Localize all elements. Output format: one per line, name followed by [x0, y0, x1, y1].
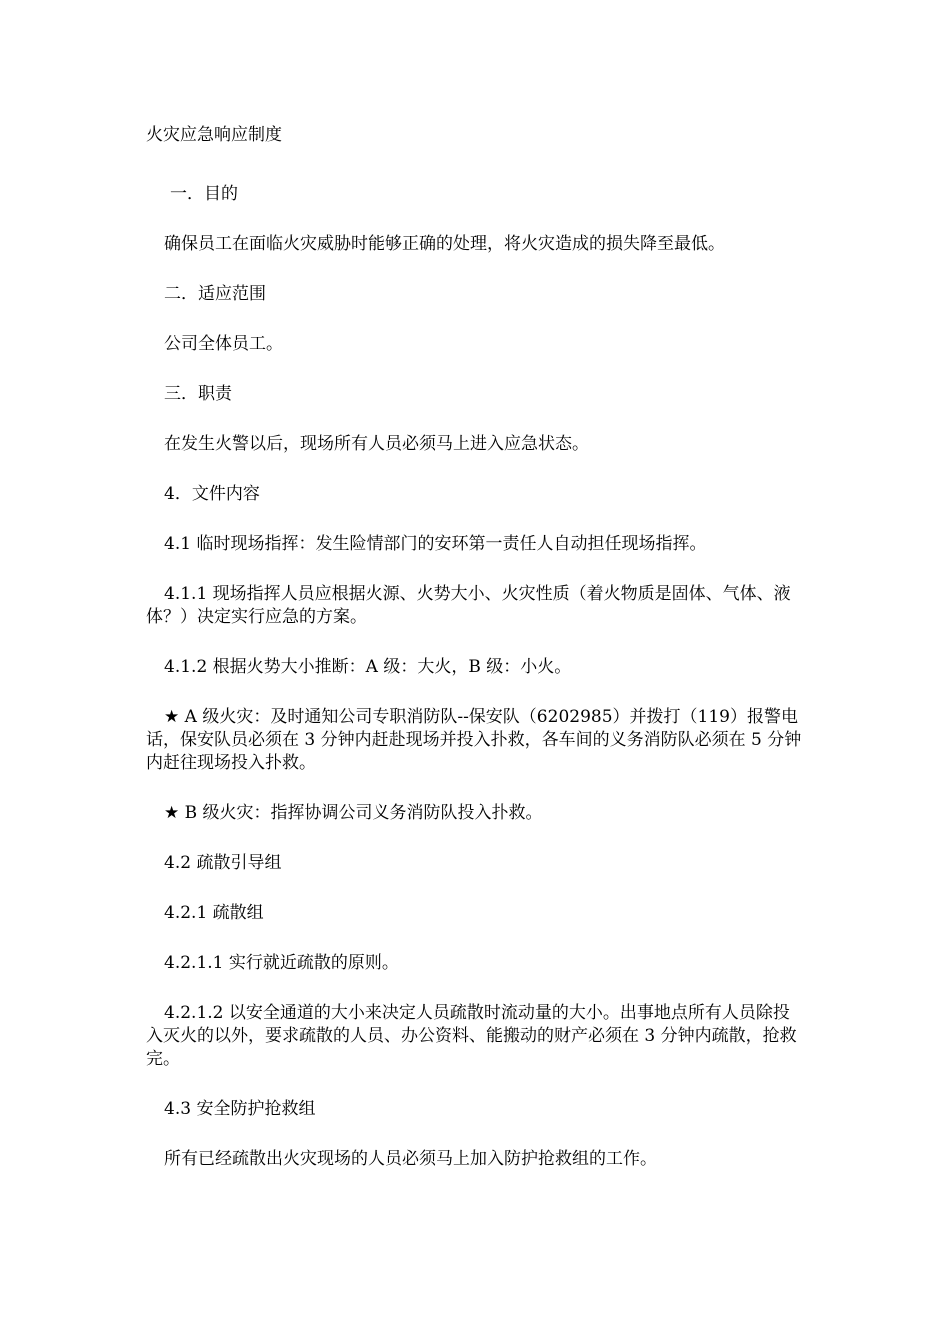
paragraph-4-2: 4.2 疏散引导组: [164, 853, 282, 873]
paragraph-scope: 公司全体员工。: [164, 334, 283, 354]
section-heading-content: 4．文件内容: [164, 484, 260, 504]
paragraph-4-2-1-1: 4.2.1.1 实行就近疏散的原则。: [164, 953, 399, 973]
document-page: [146, 121, 806, 1198]
paragraph-duties: 在发生火警以后，现场所有人员必须马上进入应急状态。: [164, 434, 589, 454]
section-heading-purpose: 一．目的: [170, 184, 238, 204]
paragraph-class-b-fire: ★ B 级火灾：指挥协调公司义务消防队投入扑救。: [164, 803, 543, 823]
paragraph-4-1-2: 4.1.2 根据火势大小推断：A 级：大火，B 级：小火。: [164, 657, 572, 677]
paragraph-purpose: 确保员工在面临火灾威胁时能够正确的处理，将火灾造成的损失降至最低。: [164, 234, 725, 254]
paragraph-4-3: 4.3 安全防护抢救组: [164, 1099, 316, 1119]
document-title: 火灾应急响应制度: [146, 125, 282, 145]
paragraph-rescue-group: 所有已经疏散出火灾现场的人员必须马上加入防护抢救组的工作。: [164, 1149, 657, 1169]
paragraph-class-a-fire: ★ A 级火灾：及时通知公司专职消防队--保安队（6202985）并拨打（119）报警电话，保安队员必须在 3 分钟内赶赴现场并投入扑救，各车间的义务消防队必须在 5 分钟内赶往现场投入扑救。: [146, 707, 802, 773]
paragraph-4-2-1: 4.2.1 疏散组: [164, 903, 264, 923]
section-heading-scope: 二．适应范围: [164, 284, 266, 304]
paragraph-4-1-1: 4.1.1 现场指挥人员应根据火源、火势大小、火灾性质（着火物质是固体、气体、液体？）决定实行应急的方案。: [146, 584, 791, 627]
paragraph-4-2-1-2: 4.2.1.2 以安全通道的大小来决定人员疏散时流动量的大小。出事地点所有人员除投入灭火的以外，要求疏散的人员、办公资料、能搬动的财产必须在 3 分钟内疏散，抢救完。: [146, 1003, 797, 1069]
section-heading-duties: 三．职责: [164, 384, 232, 404]
paragraph-4-1: 4.1 临时现场指挥：发生险情部门的安环第一责任人自动担任现场指挥。: [164, 534, 707, 554]
